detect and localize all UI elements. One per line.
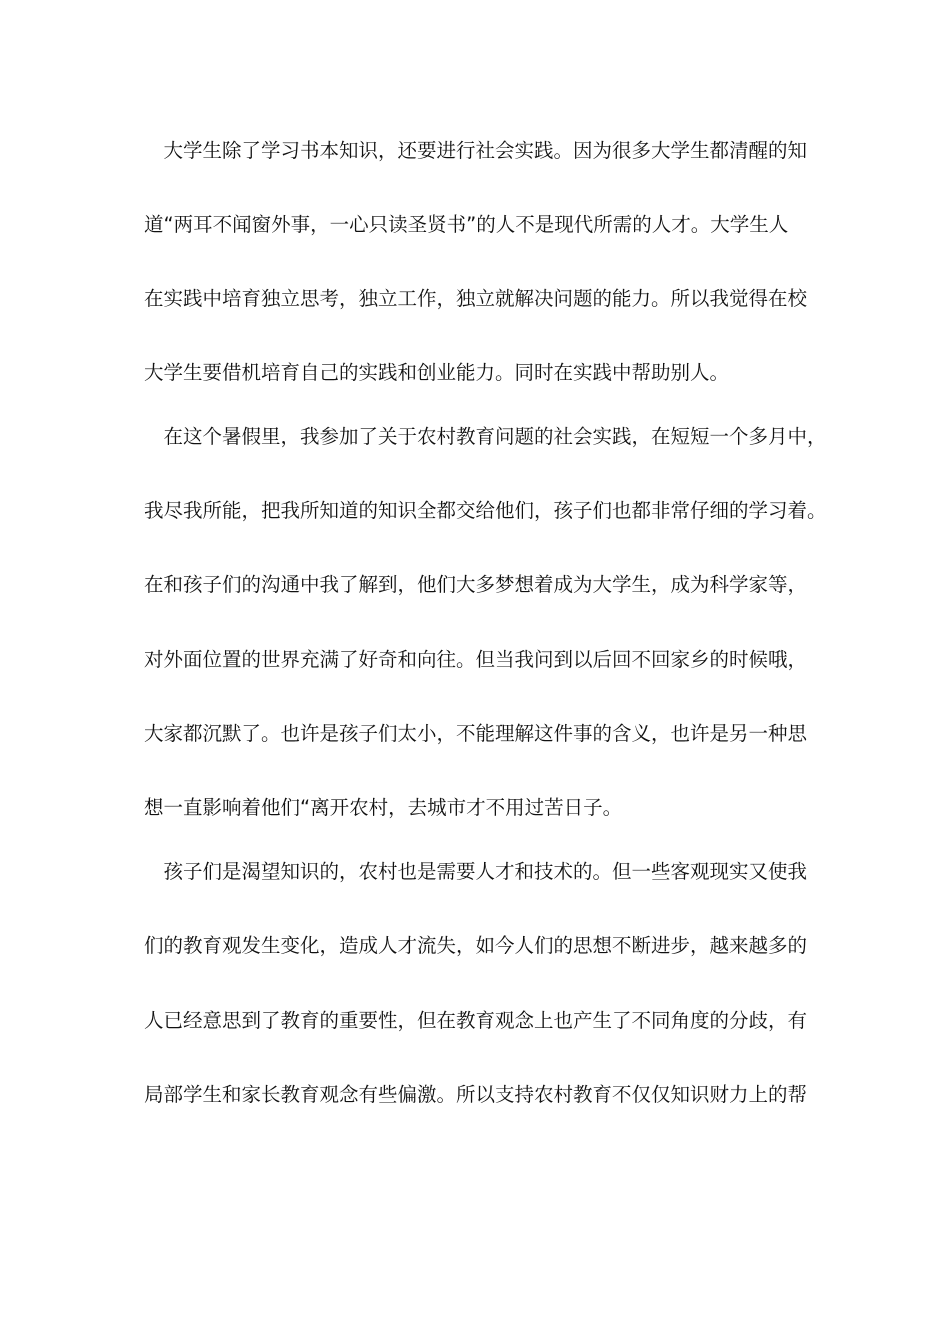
text-line-3: 在实践中培育独立思考，独立工作，独立就解决问题的能力。所以我觉得在校 xyxy=(144,287,808,310)
text-line-13: 人已经意思到了教育的重要性，但在教育观念上也产生了不同角度的分歧，有 xyxy=(144,1009,808,1032)
text-line-9: 大家都沉默了。也许是孩子们太小，不能理解这件事的含义，也许是另一种思 xyxy=(144,722,808,745)
text-line-7: 在和孩子们的沟通中我了解到，他们大多梦想着成为大学生，成为科学家等， xyxy=(144,573,808,596)
text-line-11: 孩子们是渴望知识的，农村也是需要人才和技术的。但一些客观现实又使我 xyxy=(144,860,808,883)
text-line-10: 想一直影响着他们“离开农村，去城市才不用过苦日子。 xyxy=(144,796,623,819)
text-line-8: 对外面位置的世界充满了好奇和向往。但当我问到以后回不回家乡的时候哦， xyxy=(144,648,808,671)
text-line-4: 大学生要借机培育自己的实践和创业能力。同时在实践中帮助别人。 xyxy=(144,361,730,384)
text-line-6: 我尽我所能，把我所知道的知识全都交给他们，孩子们也都非常仔细的学习着。 xyxy=(144,499,827,522)
text-line-1: 大学生除了学习书本知识，还要进行社会实践。因为很多大学生都清醒的知 xyxy=(144,139,808,162)
text-line-12: 们的教育观发生变化，造成人才流失，如今人们的思想不断进步，越来越多的 xyxy=(144,934,808,957)
text-line-5: 在这个暑假里，我参加了关于农村教育问题的社会实践，在短短一个多月中， xyxy=(144,425,827,448)
text-line-14: 局部学生和家长教育观念有些偏激。所以支持农村教育不仅仅知识财力上的帮 xyxy=(144,1083,808,1106)
text-line-2: 道“两耳不闻窗外事，一心只读圣贤书”的人不是现代所需的人才。大学生人 xyxy=(144,213,789,236)
